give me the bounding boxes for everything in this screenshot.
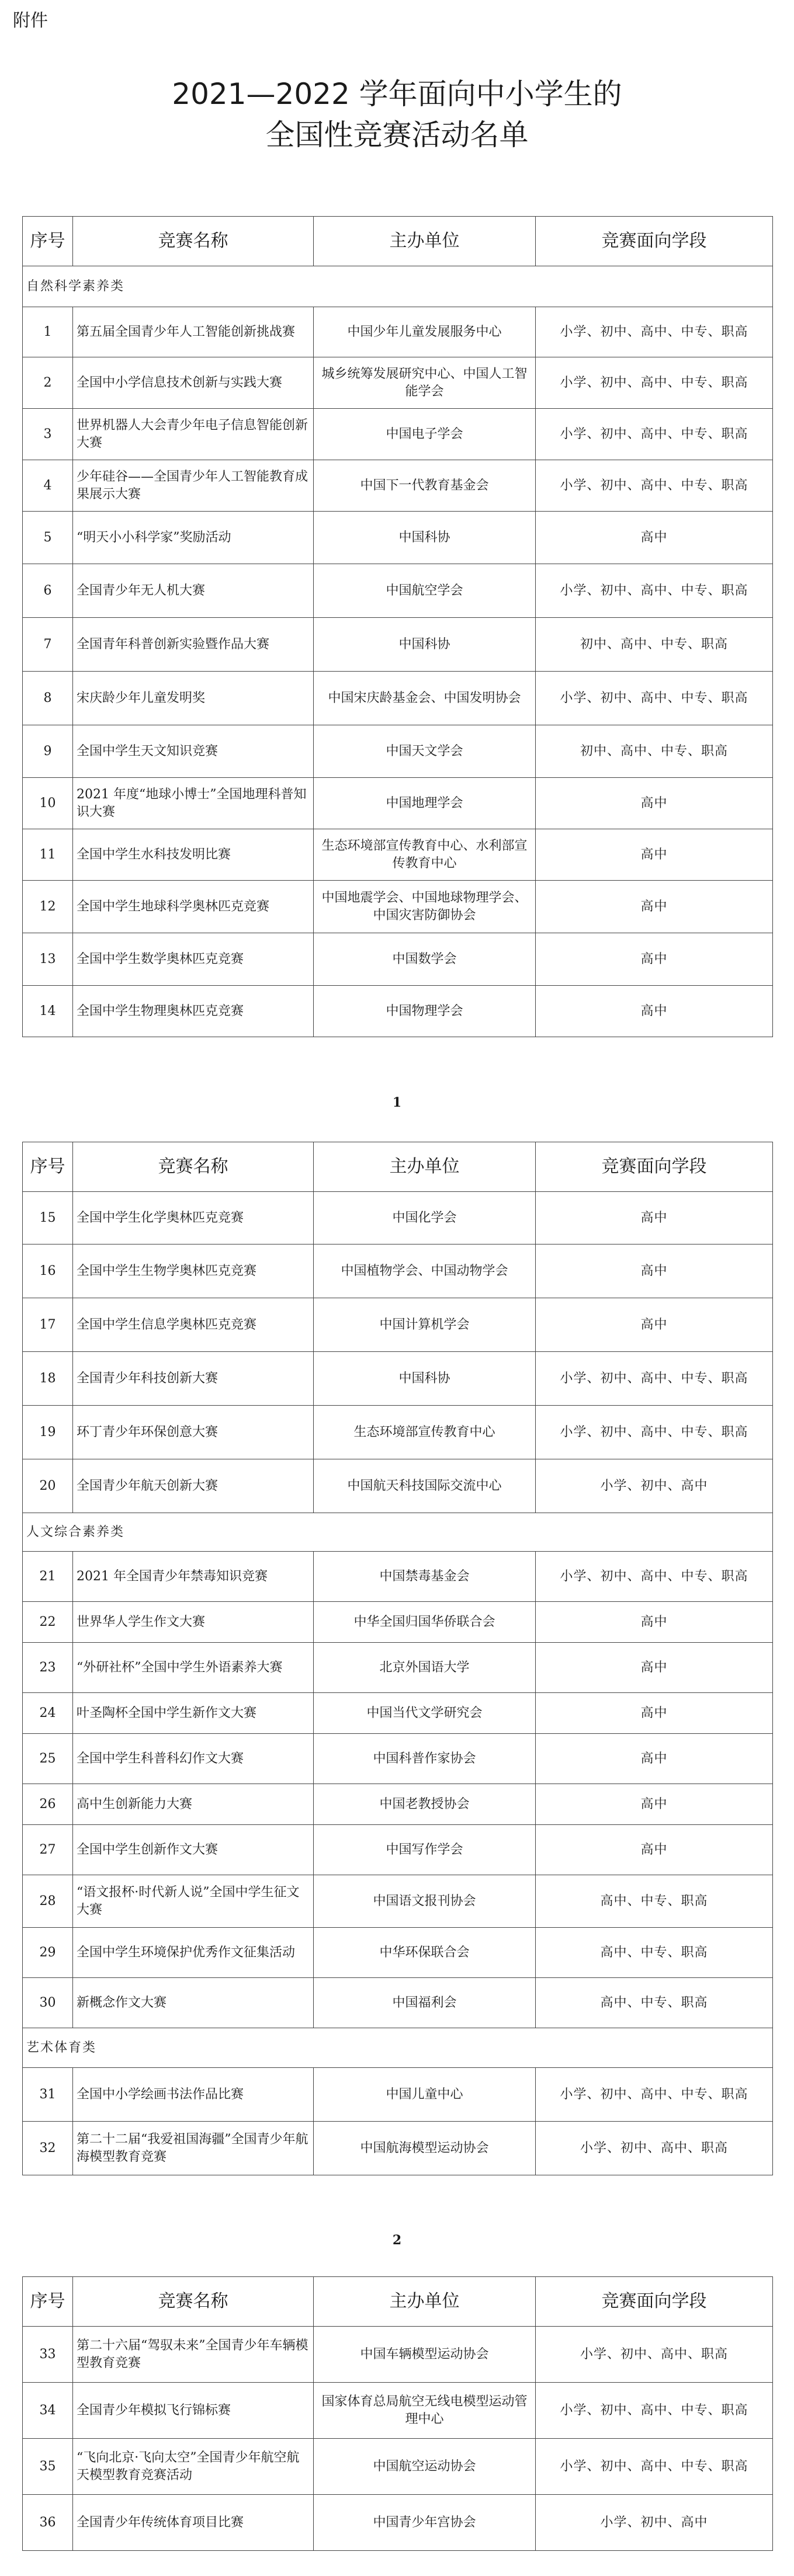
eligible-stages: 高中 (536, 881, 773, 933)
attachment-label: 附件 (13, 11, 48, 31)
organizer: 中国航海模型运动协会 (314, 2122, 536, 2175)
row-number: 29 (23, 1928, 73, 1978)
table-row (23, 1298, 773, 1352)
eligible-stages: 高中 (536, 1825, 773, 1875)
competition-name: 全国中小学信息技术创新与实践大赛 (73, 357, 314, 409)
competition-name: 全国中小学绘画书法作品比赛 (73, 2068, 314, 2122)
eligible-stages: 高中 (536, 1784, 773, 1825)
row-number: 23 (23, 1643, 73, 1693)
competition-name: 全国中学生环境保护优秀作文征集活动 (73, 1928, 314, 1978)
competition-name: 全国中学生天文知识竞赛 (73, 725, 314, 778)
eligible-stages: 小学、初中、高中、中专、职高 (536, 2439, 773, 2495)
eligible-stages: 高中 (536, 986, 773, 1037)
competition-name: 第五届全国青少年人工智能创新挑战赛 (73, 307, 314, 357)
page-title-line1: 2021—2022 学年面向中小学生的 (172, 77, 622, 111)
page-title-line2: 全国性竞赛活动名单 (265, 118, 529, 152)
organizer: 中国语文报刊协会 (314, 1875, 536, 1928)
header-name: 竞赛名称 (73, 2277, 314, 2327)
competition-name: 全国中学生化学奥林匹克竞赛 (73, 1192, 314, 1244)
eligible-stages: 高中 (536, 1602, 773, 1643)
table-row (23, 1928, 773, 1978)
eligible-stages: 小学、初中、高中、中专、职高 (536, 1552, 773, 1602)
organizer: 中国航空学会 (314, 564, 536, 618)
section-row (23, 1513, 773, 1552)
competition-name: 全国中学生水科技发明比赛 (73, 829, 314, 881)
competition-name: “飞向北京·飞向太空”全国青少年航空航天模型教育竞赛活动 (73, 2439, 314, 2495)
eligible-stages: 高中、中专、职高 (536, 1978, 773, 2028)
table-row (23, 725, 773, 778)
eligible-stages: 高中 (536, 829, 773, 881)
eligible-stages: 小学、初中、高中、中专、职高 (536, 2383, 773, 2439)
table-row (23, 409, 773, 460)
competition-name: 叶圣陶杯全国中学生新作文大赛 (73, 1693, 314, 1734)
organizer: 中国计算机学会 (314, 1298, 536, 1352)
competition-name: 少年硅谷——全国青少年人工智能教育成果展示大赛 (73, 460, 314, 512)
table-row (23, 2068, 773, 2122)
row-number: 3 (23, 409, 73, 460)
competition-name: 全国青少年传统体育项目比赛 (73, 2495, 314, 2551)
header-org: 主办单位 (314, 1142, 536, 1192)
organizer: 中国科协 (314, 618, 536, 672)
row-number: 24 (23, 1693, 73, 1734)
row-number: 11 (23, 829, 73, 881)
table-header-row (23, 1142, 773, 1192)
organizer: 中国科普作家协会 (314, 1734, 536, 1784)
competition-name: 全国青少年模拟飞行锦标赛 (73, 2383, 314, 2439)
table-row (23, 2383, 773, 2439)
organizer: 中国科协 (314, 1352, 536, 1406)
eligible-stages: 小学、初中、高中、中专、职高 (536, 357, 773, 409)
row-number: 34 (23, 2383, 73, 2439)
header-stage: 竞赛面向学段 (536, 217, 773, 266)
competition-name: 全国中学生创新作文大赛 (73, 1825, 314, 1875)
eligible-stages: 小学、初中、高中、中专、职高 (536, 672, 773, 725)
table-row (23, 564, 773, 618)
row-number: 20 (23, 1459, 73, 1513)
table-row (23, 1602, 773, 1643)
organizer: 北京外国语大学 (314, 1643, 536, 1693)
table-row (23, 357, 773, 409)
row-number: 9 (23, 725, 73, 778)
row-number: 33 (23, 2327, 73, 2383)
organizer: 中国地震学会、中国地球物理学会、中国灾害防御协会 (314, 881, 536, 933)
competition-name: 2021 年度“地球小博士”全国地理科普知识大赛 (73, 778, 314, 829)
row-number: 7 (23, 618, 73, 672)
organizer: 中国航天科技国际交流中心 (314, 1459, 536, 1513)
organizer: 中国宋庆龄基金会、中国发明协会 (314, 672, 536, 725)
table-row (23, 1643, 773, 1693)
eligible-stages: 初中、高中、中专、职高 (536, 725, 773, 778)
page-number: 2 (392, 2233, 402, 2248)
competition-name: 全国中学生生物学奥林匹克竞赛 (73, 1244, 314, 1298)
organizer: 城乡统筹发展研究中心、中国人工智能学会 (314, 357, 536, 409)
organizer: 中国电子学会 (314, 409, 536, 460)
competition-name: 新概念作文大赛 (73, 1978, 314, 2028)
table-row (23, 1875, 773, 1928)
table-row (23, 933, 773, 986)
table-row (23, 1192, 773, 1244)
eligible-stages: 高中 (536, 933, 773, 986)
row-number: 27 (23, 1825, 73, 1875)
eligible-stages: 小学、初中、高中、中专、职高 (536, 307, 773, 357)
competition-name: 第二十二届“我爱祖国海疆”全国青少年航海模型教育竞赛 (73, 2122, 314, 2175)
section-label: 自然科学素养类 (23, 266, 773, 307)
table-row (23, 672, 773, 725)
header-name: 竞赛名称 (73, 217, 314, 266)
table-row (23, 1552, 773, 1602)
row-number: 8 (23, 672, 73, 725)
competition-name: 全国青少年航天创新大赛 (73, 1459, 314, 1513)
row-number: 31 (23, 2068, 73, 2122)
competition-name: “外研社杯”全国中学生外语素养大赛 (73, 1643, 314, 1693)
organizer: 中国福利会 (314, 1978, 536, 2028)
organizer: 中国植物学会、中国动物学会 (314, 1244, 536, 1298)
eligible-stages: 初中、高中、中专、职高 (536, 618, 773, 672)
eligible-stages: 小学、初中、高中、中专、职高 (536, 2068, 773, 2122)
row-number: 12 (23, 881, 73, 933)
competition-name: 2021 年全国青少年禁毒知识竞赛 (73, 1552, 314, 1602)
organizer: 中国青少年宫协会 (314, 2495, 536, 2551)
organizer: 中国写作学会 (314, 1825, 536, 1875)
table-row (23, 1406, 773, 1459)
row-number: 18 (23, 1352, 73, 1406)
competition-name: 第二十六届“驾驭未来”全国青少年车辆模型教育竞赛 (73, 2327, 314, 2383)
row-number: 10 (23, 778, 73, 829)
competition-name: 全国中学生数学奥林匹克竞赛 (73, 933, 314, 986)
table-header-row (23, 217, 773, 266)
organizer: 中华环保联合会 (314, 1928, 536, 1978)
table-row (23, 1734, 773, 1784)
eligible-stages: 高中 (536, 1192, 773, 1244)
table-row (23, 1244, 773, 1298)
eligible-stages: 小学、初中、高中、中专、职高 (536, 1406, 773, 1459)
row-number: 15 (23, 1192, 73, 1244)
table-row (23, 512, 773, 564)
eligible-stages: 小学、初中、高中、中专、职高 (536, 564, 773, 618)
eligible-stages: 高中 (536, 1693, 773, 1734)
section-row (23, 266, 773, 307)
row-number: 13 (23, 933, 73, 986)
table-row (23, 829, 773, 881)
organizer: 中国老教授协会 (314, 1784, 536, 1825)
table-row (23, 1784, 773, 1825)
row-number: 26 (23, 1784, 73, 1825)
competition-name: 全国青少年无人机大赛 (73, 564, 314, 618)
eligible-stages: 小学、初中、高中 (536, 1459, 773, 1513)
row-number: 5 (23, 512, 73, 564)
competition-name: 全国中学生信息学奥林匹克竞赛 (73, 1298, 314, 1352)
table-row (23, 618, 773, 672)
eligible-stages: 小学、初中、高中、职高 (536, 2122, 773, 2175)
organizer: 中国禁毒基金会 (314, 1552, 536, 1602)
organizer: 中国天文学会 (314, 725, 536, 778)
competition-name: 全国青少年科技创新大赛 (73, 1352, 314, 1406)
header-org: 主办单位 (314, 2277, 536, 2327)
header-name: 竞赛名称 (73, 1142, 314, 1192)
section-label: 人文综合素养类 (23, 1513, 773, 1552)
competition-name: “语文报杯·时代新人说”全国中学生征文大赛 (73, 1875, 314, 1928)
eligible-stages: 高中 (536, 1298, 773, 1352)
row-number: 32 (23, 2122, 73, 2175)
table-row (23, 2327, 773, 2383)
table-row (23, 1693, 773, 1734)
table-row (23, 460, 773, 512)
competition-name: 全国青年科普创新实验暨作品大赛 (73, 618, 314, 672)
header-no: 序号 (23, 217, 73, 266)
competition-name: 世界华人学生作文大赛 (73, 1602, 314, 1643)
row-number: 16 (23, 1244, 73, 1298)
competition-name: 环丁青少年环保创意大赛 (73, 1406, 314, 1459)
organizer: 生态环境部宣传教育中心、水利部宣传教育中心 (314, 829, 536, 881)
page-number: 1 (392, 1095, 402, 1110)
competition-name: “明天小小科学家”奖励活动 (73, 512, 314, 564)
eligible-stages: 高中 (536, 778, 773, 829)
eligible-stages: 高中 (536, 1734, 773, 1784)
eligible-stages: 高中 (536, 1643, 773, 1693)
eligible-stages: 高中 (536, 512, 773, 564)
eligible-stages: 小学、初中、高中、中专、职高 (536, 460, 773, 512)
row-number: 1 (23, 307, 73, 357)
table-row (23, 2122, 773, 2175)
row-number: 36 (23, 2495, 73, 2551)
row-number: 25 (23, 1734, 73, 1784)
organizer: 中国数学会 (314, 933, 536, 986)
section-row (23, 2028, 773, 2068)
header-stage: 竞赛面向学段 (536, 1142, 773, 1192)
competition-table (22, 216, 773, 1037)
row-number: 4 (23, 460, 73, 512)
table-row (23, 1459, 773, 1513)
table-header-row (23, 2277, 773, 2327)
row-number: 6 (23, 564, 73, 618)
organizer: 中国科协 (314, 512, 536, 564)
eligible-stages: 小学、初中、高中 (536, 2495, 773, 2551)
organizer: 中国物理学会 (314, 986, 536, 1037)
organizer: 中国化学会 (314, 1192, 536, 1244)
table-row (23, 986, 773, 1037)
competition-table (22, 2276, 773, 2551)
header-no: 序号 (23, 1142, 73, 1192)
row-number: 21 (23, 1552, 73, 1602)
organizer: 中国少年儿童发展服务中心 (314, 307, 536, 357)
eligible-stages: 高中 (536, 1244, 773, 1298)
competition-table (22, 1142, 773, 2175)
row-number: 35 (23, 2439, 73, 2495)
competition-name: 高中生创新能力大赛 (73, 1784, 314, 1825)
row-number: 14 (23, 986, 73, 1037)
table-row (23, 881, 773, 933)
table-row (23, 2439, 773, 2495)
header-stage: 竞赛面向学段 (536, 2277, 773, 2327)
row-number: 2 (23, 357, 73, 409)
header-no: 序号 (23, 2277, 73, 2327)
organizer: 国家体育总局航空无线电模型运动管理中心 (314, 2383, 536, 2439)
eligible-stages: 小学、初中、高中、职高 (536, 2327, 773, 2383)
competition-name: 世界机器人大会青少年电子信息智能创新大赛 (73, 409, 314, 460)
row-number: 17 (23, 1298, 73, 1352)
organizer: 中国车辆模型运动协会 (314, 2327, 536, 2383)
eligible-stages: 小学、初中、高中、中专、职高 (536, 1352, 773, 1406)
section-label: 艺术体育类 (23, 2028, 773, 2068)
competition-name: 全国中学生科普科幻作文大赛 (73, 1734, 314, 1784)
competition-name: 全国中学生物理奥林匹克竞赛 (73, 986, 314, 1037)
table-row (23, 778, 773, 829)
table-row (23, 307, 773, 357)
competition-name: 全国中学生地球科学奥林匹克竞赛 (73, 881, 314, 933)
row-number: 22 (23, 1602, 73, 1643)
table-row (23, 1978, 773, 2028)
eligible-stages: 高中、中专、职高 (536, 1875, 773, 1928)
table-row (23, 1825, 773, 1875)
table-row (23, 1352, 773, 1406)
organizer: 生态环境部宣传教育中心 (314, 1406, 536, 1459)
header-org: 主办单位 (314, 217, 536, 266)
row-number: 19 (23, 1406, 73, 1459)
eligible-stages: 小学、初中、高中、中专、职高 (536, 409, 773, 460)
organizer: 中国当代文学研究会 (314, 1693, 536, 1734)
organizer: 中国下一代教育基金会 (314, 460, 536, 512)
row-number: 30 (23, 1978, 73, 2028)
competition-name: 宋庆龄少年儿童发明奖 (73, 672, 314, 725)
row-number: 28 (23, 1875, 73, 1928)
organizer: 中华全国归国华侨联合会 (314, 1602, 536, 1643)
organizer: 中国航空运动协会 (314, 2439, 536, 2495)
eligible-stages: 高中、中专、职高 (536, 1928, 773, 1978)
table-row (23, 2495, 773, 2551)
organizer: 中国儿童中心 (314, 2068, 536, 2122)
organizer: 中国地理学会 (314, 778, 536, 829)
